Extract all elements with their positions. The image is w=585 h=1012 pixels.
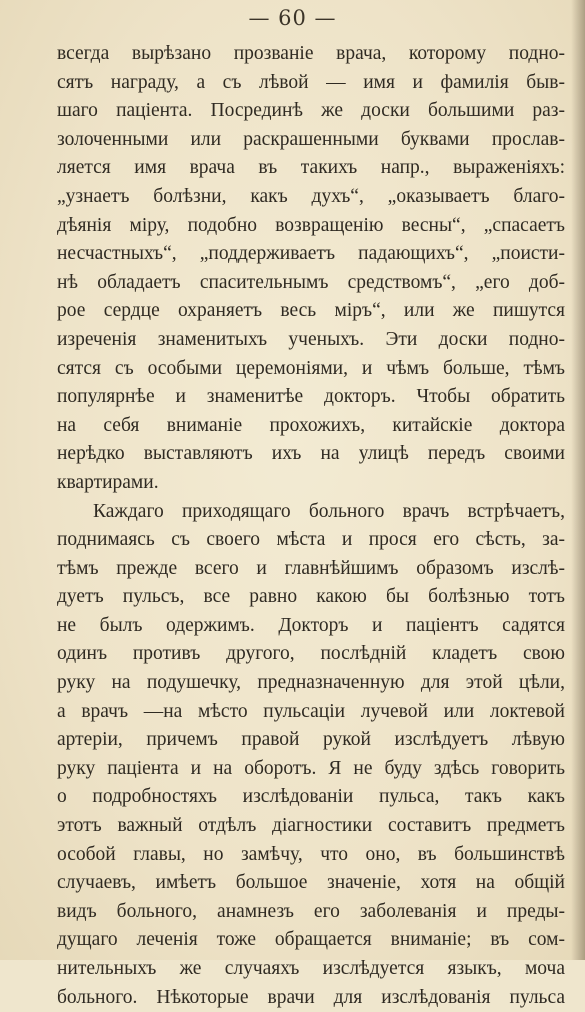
paragraph-2 xyxy=(57,498,565,1012)
text-line: больного. Нѣкоторые врачи для изслѣдованія пульса xyxy=(57,984,565,1012)
text-line: рое сердце охраняетъ весь міръ“, или же пишутся xyxy=(57,297,565,326)
page-number: — 60 — xyxy=(0,6,585,30)
text-line: дѣянія міру, подобно возвращенію весны“, „спасаетъ xyxy=(57,212,565,241)
text-line: дуетъ пульсъ, все равно какою бы болѣзнью тотъ xyxy=(57,583,565,612)
paragraph-1 xyxy=(57,40,565,498)
text-line: сятся съ особыми церемоніями, и чѣмъ больше, тѣмъ xyxy=(57,355,565,384)
text-line: о подробностяхъ изслѣдованіи пульса, такъ какъ xyxy=(57,783,565,812)
text-line: нительныхъ же случаяхъ изслѣдуется языкъ, моча xyxy=(57,955,565,984)
text-line: случаевъ, имѣетъ большое значеніе, хотя на общій xyxy=(57,869,565,898)
text-line: сятъ награду, а съ лѣвой — имя и фамилія быв- xyxy=(57,69,565,98)
text-line: руку на подушечку, предназначенную для этой цѣли, xyxy=(57,669,565,698)
text-line: нерѣдко выставляютъ ихъ на улицѣ передъ своими xyxy=(57,440,565,469)
text-line: поднимаясь съ своего мѣста и прося его сѣсть, за- xyxy=(57,526,565,555)
text-line: на себя вниманіе прохожихъ, китайскіе доктора xyxy=(57,412,565,441)
text-line: Каждаго приходящаго больного врачъ встрѣчаетъ, xyxy=(57,498,565,527)
text-line: дущаго леченія тоже обращается вниманіе; въ сом- xyxy=(57,926,565,955)
text-line: одинъ противъ другого, послѣдній кладетъ свою xyxy=(57,640,565,669)
text-line: шаго паціента. Посрединѣ же доски большими раз- xyxy=(57,97,565,126)
text-line: золоченными или раскрашенными буквами прослав- xyxy=(57,126,565,155)
text-line: изреченія знаменитыхъ ученыхъ. Эти доски подно- xyxy=(57,326,565,355)
text-line: всегда вырѣзано прозваніе врача, которому подно- xyxy=(57,40,565,69)
text-line: „узнаетъ болѣзни, какъ духъ“, „оказываетъ благо- xyxy=(57,183,565,212)
text-line: ляется имя врача въ такихъ напр., выраженіяхъ: xyxy=(57,154,565,183)
text-line: руку паціента и на оборотъ. Я не буду здѣсь говорить xyxy=(57,755,565,784)
text-line: видъ больного, анамнезъ его заболеванія и преды- xyxy=(57,898,565,927)
page-edge-shadow xyxy=(571,0,585,960)
text-line: а врачъ —на мѣсто пульсаціи лучевой или локтевой xyxy=(57,698,565,727)
text-line: популярнѣе и знаменитѣе докторъ. Чтобы обратить xyxy=(57,383,565,412)
text-line: нѣ обладаетъ спасительнымъ средствомъ“, „его доб- xyxy=(57,269,565,298)
text-line: тѣмъ прежде всего и главнѣйшимъ образомъ изслѣ- xyxy=(57,555,565,584)
text-line: несчастныхъ“, „поддерживаетъ падающихъ“, „поисти- xyxy=(57,240,565,269)
text-line: квартирами. xyxy=(57,469,565,498)
body-text xyxy=(57,40,565,1012)
text-line: артеріи, причемъ правой рукой изслѣдуетъ лѣвую xyxy=(57,726,565,755)
text-line: особой главы, но замѣчу, что оно, въ большинствѣ xyxy=(57,841,565,870)
text-line: этотъ важный отдѣлъ діагностики составитъ предметъ xyxy=(57,812,565,841)
text-line: не былъ одержимъ. Докторъ и паціентъ садятся xyxy=(57,612,565,641)
